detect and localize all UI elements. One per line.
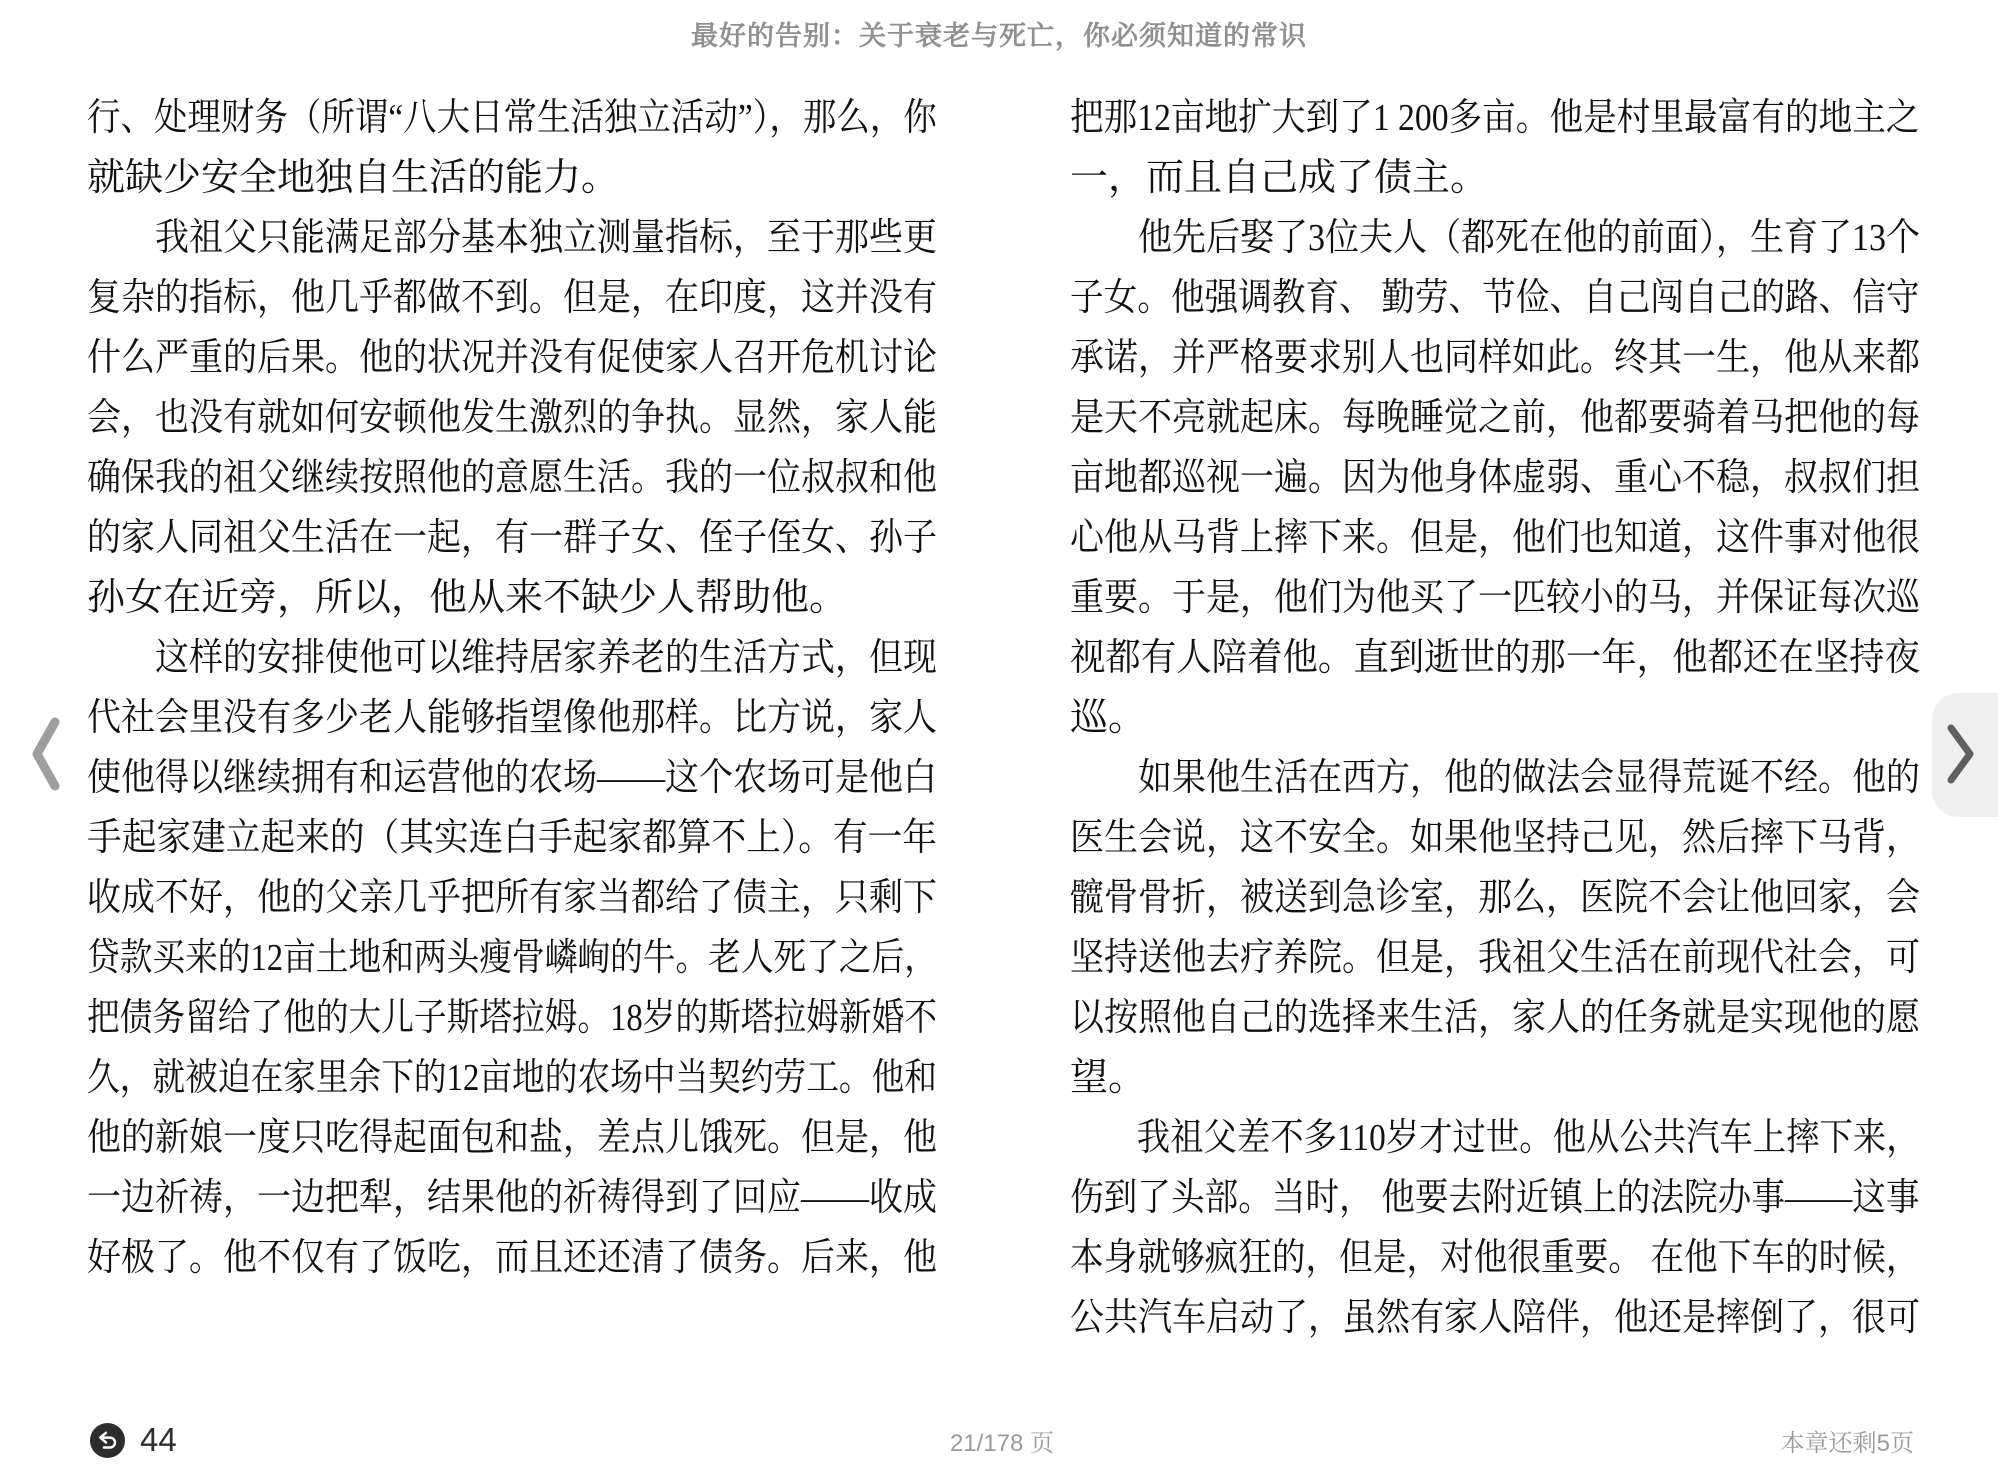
previous-page-button[interactable]	[24, 710, 68, 800]
text-line: 髋骨骨折，被送到急诊室，那么，医院不会让他回家，会	[1070, 877, 1921, 919]
text-line: 什么严重的后果。他的状况并没有促使家人召开危机讨论	[87, 337, 938, 379]
text-line: 我祖父只能满足部分基本独立测量指标，至于那些更	[155, 217, 938, 259]
text-line: 行、处理财务（所谓“八大日常生活独立活动”），那么，你	[87, 97, 937, 139]
next-page-button[interactable]	[1932, 693, 1998, 817]
text-line: 使他得以继续拥有和运营他的农场——这个农场可是他白	[87, 757, 938, 799]
text-line: 是天不亮就起床。每晚睡觉之前，他都要骑着马把他的每	[1070, 397, 1921, 439]
text-line: 望。	[1070, 1057, 1147, 1099]
text-line: 伤到了头部。当时， 他要去附近镇上的法院办事——这事	[1070, 1177, 1920, 1219]
text-line: 子女。他强调教育、 勤劳、节俭、自己闯自己的路、信守	[1070, 277, 1920, 319]
text-line: 这样的安排使他可以维持居家养老的生活方式，但现	[155, 637, 938, 679]
page-text	[87, 88, 1920, 1348]
text-line: 以按照他自己的选择来生活，家人的任务就是实现他的愿	[1070, 997, 1921, 1039]
column-left	[87, 88, 937, 1348]
text-line: 把那12亩地扩大到了1 200多亩。他是村里最富有的地主之	[1070, 97, 1920, 139]
text-line: 如果他生活在西方，他的做法会显得荒诞不经。他的	[1138, 757, 1921, 799]
text-line: 代社会里没有多少老人能够指望像他那样。比方说，家人	[87, 697, 938, 739]
return-arrow-icon	[90, 1423, 125, 1458]
text-line: 贷款买来的12亩土地和两头瘦骨嶙峋的牛。老人死了之后，	[87, 937, 938, 979]
text-line: 把债务留给了他的大儿子斯塔拉姆。18岁的斯塔拉姆新婚不	[87, 997, 938, 1039]
back-to-location-button[interactable]	[90, 1421, 177, 1459]
text-line: 巡。	[1070, 697, 1147, 739]
text-line: 久，就被迫在家里余下的12亩地的农场中当契约劳工。他和	[87, 1057, 938, 1099]
chevron-left-icon	[28, 715, 64, 796]
text-line: 会，也没有就如何安顿他发生激烈的争执。显然，家人能	[87, 397, 938, 439]
text-line: 重要。于是，他们为他买了一匹较小的马，并保证每次巡	[1070, 577, 1921, 619]
text-line: 一边祈祷，一边把犁，结果他的祈祷得到了回应——收成	[87, 1177, 938, 1219]
text-line: 医生会说，这不安全。如果他坚持己见，然后摔下马背，	[1070, 817, 1921, 859]
text-line: 确保我的祖父继续按照他的意愿生活。我的一位叔叔和他	[87, 457, 938, 499]
text-line: 本身就够疯狂的，但是，对他很重要。 在他下车的时候，	[1070, 1237, 1920, 1279]
text-line: 手起家建立起来的（其实连白手起家都算不上）。有一年	[87, 817, 938, 859]
text-line: 他的新娘一度只吃得起面包和盐，差点儿饿死。但是，他	[87, 1117, 938, 1159]
chevron-right-icon	[1946, 723, 1976, 788]
text-line: 他先后娶了3位夫人（都死在他的前面），生育了13个	[1138, 217, 1921, 259]
book-title: 最好的告别：关于衰老与死亡，你必须知道的常识	[691, 21, 1307, 51]
text-line: 好极了。他不仅有了饭吃，而且还还清了债务。后来，他	[87, 1237, 938, 1279]
text-line: 孙女在近旁，所以，他从来不缺少人帮助他。	[87, 577, 848, 619]
text-line: 承诺，并严格要求别人也同样如此。终其一生，他从来都	[1070, 337, 1921, 379]
text-line: 收成不好，他的父亲几乎把所有家当都给了债主，只剩下	[87, 877, 938, 919]
page-indicator: 21/178 页	[949, 1429, 1055, 1457]
chapter-remaining-label: 本章还剩5页	[1780, 1429, 1914, 1457]
text-line: 视都有人陪着他。直到逝世的那一年，他都还在坚持夜	[1070, 637, 1921, 679]
back-page-number: 44	[140, 1421, 177, 1458]
column-right	[1070, 88, 1920, 1348]
text-line: 复杂的指标，他几乎都做不到。但是，在印度，这并没有	[87, 277, 938, 319]
text-line: 我祖父差不多110岁才过世。他从公共汽车上摔下来，	[1136, 1117, 1920, 1159]
text-line: 就缺少安全地独自生活的能力。	[87, 157, 620, 199]
text-line: 的家人同祖父生活在一起，有一群子女、侄子侄女、孙子	[87, 517, 938, 559]
text-line: 心他从马背上摔下来。但是，他们也知道，这件事对他很	[1070, 517, 1921, 559]
reader-footer	[90, 1416, 1914, 1464]
text-line: 坚持送他去疗养院。但是，我祖父生活在前现代社会，可	[1070, 937, 1921, 979]
text-line: 亩地都巡视一遍。因为他身体虚弱、重心不稳，叔叔们担	[1070, 457, 1921, 499]
text-line: 公共汽车启动了，虽然有家人陪伴，他还是摔倒了，很可	[1070, 1297, 1921, 1339]
text-line: 一，而且自己成了债主。	[1070, 157, 1489, 199]
